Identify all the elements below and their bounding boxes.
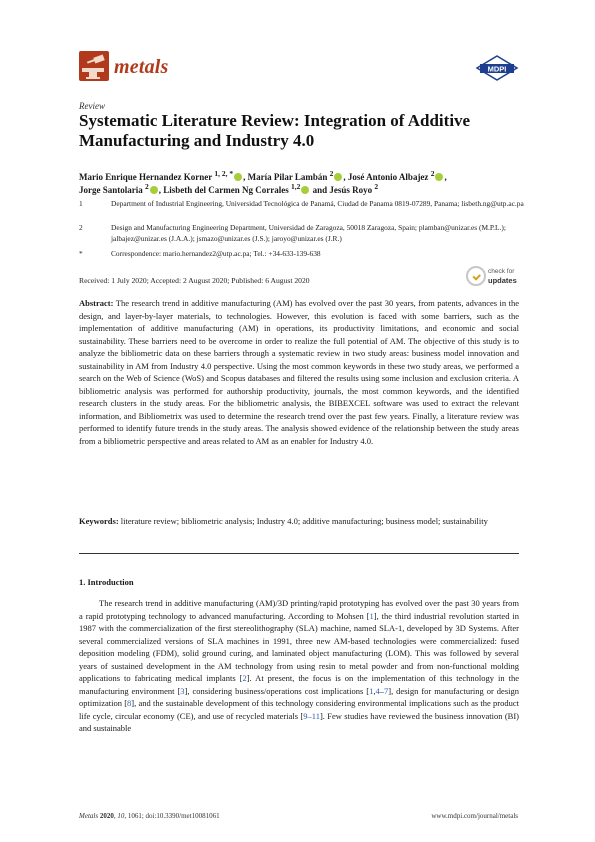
mdpi-logo-text: MDPI [487,64,507,74]
author-affiliation-sup: 1,2 [291,182,301,191]
orcid-icon[interactable] [150,186,158,194]
author-and: and [312,185,328,195]
abstract [79,297,519,447]
author-affiliation-sup: 1, 2, * [214,169,234,178]
author-name[interactable]: José Antonio Albajez [347,172,429,182]
orcid-icon[interactable] [301,186,309,194]
intro-text: The research trend in additive manufacturing (AM)/3D printing/rapid prototyping has evolved over the past 30 years from a rapid prototyping technology to advanced manufacturing. According to Mohsen [ [79,598,519,621]
author-name[interactable]: Jorge Santolaria [79,185,143,195]
intro-text: ], and the sustainable development of this technology considering environmental implications such as the product life cycle, circular economy (CE), and use of recycled materials [ [79,698,519,721]
intro-text: ], design for manufacturing or design optimization [ [79,685,519,708]
orcid-icon[interactable] [435,173,443,181]
check-updates-line2: updates [488,276,517,285]
citation-link[interactable]: 1 [369,610,374,621]
journal-name[interactable]: metals [114,56,169,78]
footer-volume: 10 [117,812,125,820]
check-for-updates-badge[interactable] [466,266,522,288]
author-affiliation-sup: 2 [329,169,334,178]
intro-text: ], considering business/operations cost implications [ [184,685,370,696]
check-updates-line1: check for [488,268,515,275]
keywords-label: Keywords: [79,516,119,526]
authors-line-1: Mario Enrique Hernandez Korner $^{1, 2, *}$ , María Pilar Lambán $^2$ , José Antonio Albajez $^2$ , [79,169,447,182]
section-heading-introduction: 1. Introduction [79,577,134,587]
paper-title: Systematic Literature Review: Integration of Additive Manufacturing and Industry 4.0 [79,111,471,150]
article-type: Review [79,101,105,111]
citation-link[interactable]: 2 [242,673,247,683]
publication-dates: Received: 1 July 2020; Accepted: 2 August 2020; Published: 6 August 2020 [79,276,310,285]
intro-text: ]. At present, the focus is on the implementation of this technology in the manufacturing environment [ [79,673,520,696]
footer-journal-url[interactable]: www.mdpi.com/journal/metals [431,812,518,820]
correspondence [79,249,529,260]
abstract-label: Abstract: [79,298,114,308]
section-divider [79,553,519,554]
affiliation-text: Design and Manufacturing Engineering Department, Universidad de Zaragoza, 50018 Zaragoza, Spain; plamban@unizar.es (M.P.L.); jalbajez@unizar.es (J.A.A.); jsmazo@unizar.es (J.S.); jaroyo@unizar.es (J.R.) [111,223,506,243]
intro-text: ], the third industrial revolution started in 1987 with the commercialization of the first stereolithography (SLA) machine, named SLA-1, developed by 3D Systems. After several commercialized versions of SLA machines in 1991, three new AM-based technologies were commercialized: fused deposition modeling (FDM), solid ground curing, and laminated object manufacturing (LOM). This was followed by several years of sustained development in the AM technology from using resin to metal powder and from non-functional molding applications to fabricating medical implants [ [79,610,519,683]
authors-line-2: Jorge Santolaria $^2$ , Lisbeth del Carmen Ng Corrales $^{1,2}$ and Jesús Royo $^2$ [79,182,379,195]
citation-link[interactable]: 3 [180,685,185,696]
citation-link[interactable]: 7 [384,685,389,696]
abstract-text: The research trend in additive manufacturing (AM) has evolved over the past 30 years, from patents, advances in the design, and layer-by-layer materials, to technologies. However, this evolution is faced with some barriers, such as the implementation of additive manufacturing (AM) in operations, its productivity limitations, and economic and social sustainability. These barriers need to be overcome in order to realize the full potential of AM. The objective of this study is to analyze the bibliometric data on these barriers through a systematic review in two study areas: business model innovation and sustainability in AM from Industry 4.0 perspective. Using the most common keywords in these two study areas, we performed a search on the Web of Science (WoS) and Scopus databases and filtered the results using some inclusion and exclusion criteria. A bibliometric analysis was performed for authorship productivity, journals, the most common keywords, and the identified research clusters in the study areas. For the bibliometric analysis, the BIBEXCEL software was used to extract the relevant information, and Bibliometrix was used to determine the research trend over the past few years. Finally, a literature review was performed to identify future trends in the study areas. The analysis showed evidence of the relationship between the study areas from a bibliometric perspective and areas related to AM as an enabler for Industry 4.0. [79,298,519,446]
keywords [79,515,519,528]
author-name[interactable]: Mario Enrique Hernandez Korner [79,172,213,182]
keywords-text: literature review; bibliometric analysis; Industry 4.0; additive manufacturing; business model; sustainability [120,516,488,526]
affiliation-text: Department of Industrial Engineering, Universidad Tecnológica de Panamá, Ciudad de Panama 0819-07289, Panama; lisbeth.ng@utp.ac.pa [111,199,524,208]
author-affiliation-sup: 2 [145,182,149,191]
citation-link[interactable]: 9–11 [303,710,320,721]
mdpi-logo[interactable] [475,55,519,81]
footer-doi[interactable]: , 1061; doi:10.3390/met10081061 [124,812,220,820]
author-affiliation-sup: 2 [430,169,435,178]
citation-link[interactable]: 4 [375,685,380,696]
correspondence-text: Correspondence: mario.hernandez2@utp.ac.pa; Tel.: +34-633-139-638 [111,249,321,258]
affiliation-number: 1 [79,199,83,208]
introduction-paragraph: The research trend in additive manufacturing (AM)/3D printing/rapid prototyping has evolved over the past 30 years from a rapid prototyping technology to advanced manufacturing. According to Mohsen [1], the third industrial revolution started in 1987 with the commercialization of the first stereolithography (SLA) machine, named SLA-1, developed by 3D Systems. After several commercialized versions of SLA machines in 1991, three new AM-based technologies were commercialized: fused deposition modeling (FDM), solid ground curing, and laminated object manufacturing (LOM). This was followed by several years of sustained development in the AM technology from using resin to metal powder and from non-functional molding applications to fabricating medical implants [2]. At present, the focus is on the implementation of this technology in the manufacturing environment [3], considering business/operations cost implications [1,4–7], design for manufacturing or design optimization [8], and the sustainable development of this technology considering environmental implications such as the product life cycle, circular economy (CE), and use of recycled materials [9–11]. Few studies have reviewed the business innovation (BI) and sustainable [79,598,520,733]
author-name[interactable]: María Pilar Lambán [247,172,328,182]
affiliation-1 [79,199,529,221]
anvil-hammer-icon [79,51,109,81]
author-name[interactable]: Lisbeth del Carmen Ng Corrales [163,185,289,195]
affiliation-2 [79,223,529,245]
orcid-icon[interactable] [334,173,342,181]
affiliation-number: * [79,249,83,258]
author-name[interactable]: Jesús Royo [329,185,373,195]
footer-year: 2020 [99,812,114,820]
check-updates-icon [466,266,486,286]
intro-text: ]. Few studies have reviewed the business innovation (BI) and sustainable [79,710,519,733]
orcid-icon[interactable] [234,173,242,181]
footer-citation: Metals 2020, 10, 1061; doi:10.3390/met10081061 [79,812,220,820]
citation-link[interactable]: 1 [369,685,374,696]
footer-journal: Metals [79,812,99,820]
citation-link[interactable]: 8 [127,698,132,708]
affiliation-number: 2 [79,223,83,232]
journal-logo [79,51,109,81]
author-affiliation-sup: 2 [374,182,379,191]
